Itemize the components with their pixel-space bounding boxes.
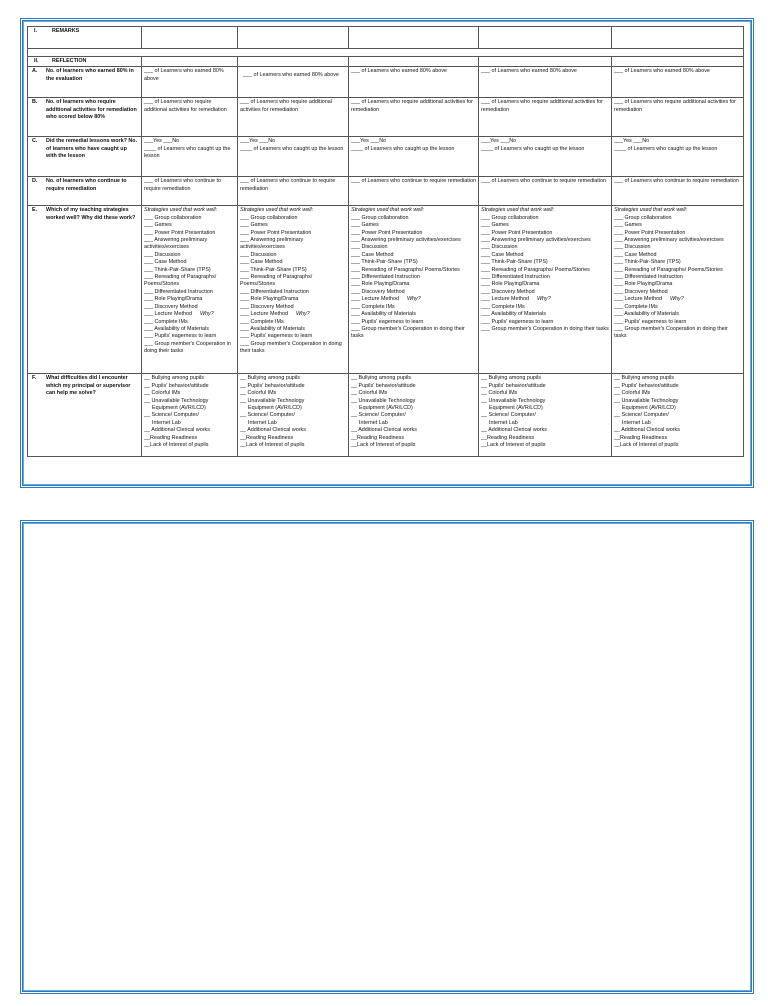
difficulty-item[interactable]: __Reading Readiness	[481, 434, 535, 441]
difficulty-item[interactable]: __ Unavailable Technology	[144, 397, 209, 404]
reason-item[interactable]: ___ Group member's Cooperation in doing their tasks	[481, 325, 609, 332]
strategy-item[interactable]: ___ Discussion	[144, 251, 181, 258]
strategy-item[interactable]: ___ Think-Pair-Share (TPS)	[240, 266, 307, 273]
strategy-item[interactable]: ___ Group collaboration	[614, 214, 672, 221]
remarks-row	[28, 27, 744, 49]
row-a-cell[interactable]: ___ of Learners who earned 80% above	[349, 67, 479, 98]
difficulty-item[interactable]: __ Unavailable Technology	[614, 397, 679, 404]
difficulty-item[interactable]: __ Pupils' behavior/attitude	[481, 382, 546, 389]
difficulty-item: Equipment (AVR/LCD)	[248, 405, 302, 412]
difficulty-item[interactable]: __ Additional Clerical works	[240, 427, 306, 434]
difficulty-item[interactable]: __ Science/ Computer/	[481, 412, 536, 419]
row-f-label: F. What difficulties did I encounter which my principal or supervisor can help me solve?	[28, 374, 142, 457]
difficulty-item: Internet Lab	[152, 419, 181, 426]
strategy-item[interactable]: ___ Role Playing/Drama	[614, 281, 673, 288]
strategy-item[interactable]: ___ Think-Pair-Share (TPS)	[481, 259, 548, 266]
reason-item[interactable]: ___ Pupils' eagerness to learn	[614, 318, 687, 325]
row-c-cell[interactable]: ___Yes ___No ____ of Learners who caught up the lesson	[349, 137, 479, 177]
strategy-item[interactable]: ___ Lecture Method	[351, 296, 399, 303]
strategy-item[interactable]: ___ Rereading of Paragraphs/ Poems/Stories	[351, 266, 460, 273]
strategy-item[interactable]: ___ Power Point Presentation	[240, 229, 312, 236]
difficulty-item[interactable]: __ Science/ Computer/	[614, 412, 669, 419]
difficulty-item[interactable]: __ Unavailable Technology	[351, 397, 416, 404]
difficulty-item[interactable]: __ Bullying among pupils	[481, 375, 541, 382]
row-e-cell[interactable]	[142, 206, 238, 374]
difficulty-item[interactable]: __Lack of Interest of pupils	[614, 442, 679, 449]
difficulty-item[interactable]: __ Pupils' behavior/attitude	[614, 382, 679, 389]
reason-item[interactable]: ___ Complete IMs	[144, 318, 188, 325]
strategy-item[interactable]: ___ Games	[240, 222, 268, 229]
strategy-item[interactable]: ___ Differentiated Instruction	[240, 288, 309, 295]
strategy-item[interactable]: ___ Games	[351, 222, 379, 229]
strategy-item[interactable]: ___ Case Method	[240, 259, 283, 266]
row-d-cell[interactable]: ___ of Learners who continue to require remediation	[349, 177, 479, 206]
dll-table	[27, 26, 744, 457]
strategy-item[interactable]: ___ Group collaboration	[240, 214, 298, 221]
difficulty-item[interactable]: __ Bullying among pupils	[351, 375, 411, 382]
reason-item[interactable]: ___ Availability of Materials	[240, 325, 305, 332]
difficulty-item: Equipment (AVR/LCD)	[152, 405, 206, 412]
row-f-cell[interactable]	[238, 374, 349, 457]
row-c-cell[interactable]: ___Yes ___No ____ of Learners who caught up the lesson	[479, 137, 612, 177]
strategy-item[interactable]: ___ Role Playing/Drama	[351, 281, 410, 288]
difficulty-item[interactable]: __ Science/ Computer/	[144, 412, 199, 419]
difficulty-item[interactable]: __ Science/ Computer/	[351, 412, 406, 419]
strategy-item[interactable]: ___ Lecture Method	[240, 311, 288, 318]
strategies-heading: Strategies used that work well:	[240, 207, 314, 214]
row-c-cell[interactable]: ___Yes ___No ____ of Learners who caught up the lesson	[612, 137, 744, 177]
strategy-item[interactable]: ___ Discovery Method	[144, 303, 198, 310]
strategy-item[interactable]: ___ Lecture Method	[481, 296, 529, 303]
remarks-cell[interactable]	[238, 27, 349, 49]
row-f-cell[interactable]	[349, 374, 479, 457]
row-b-cell[interactable]: ___ of Learners who require additional activities for remediation	[142, 98, 238, 137]
row-a-cell[interactable]: ___ of Learners who earned 80% above	[238, 67, 349, 98]
reason-item[interactable]: ___ Availability of Materials	[351, 311, 416, 318]
row-f-cell[interactable]	[612, 374, 744, 457]
strategies-heading: Strategies used that work well:	[144, 207, 218, 214]
difficulty-item[interactable]: __ Additional Clerical works	[351, 427, 417, 434]
difficulty-item[interactable]: __ Colorful IMs	[614, 390, 651, 397]
strategy-item[interactable]: ___ Differentiated Instruction	[481, 274, 550, 281]
row-c	[28, 137, 744, 177]
difficulty-item[interactable]: __ Additional Clerical works	[614, 427, 680, 434]
strategy-item[interactable]: ___ Games	[481, 222, 509, 229]
difficulty-item[interactable]: __ Bullying among pupils	[614, 375, 674, 382]
row-b-cell[interactable]: ___ of Learners who require additional activities for remediation	[612, 98, 744, 137]
strategy-item[interactable]: ___ Answering preliminary activities/exercises	[144, 237, 208, 251]
reason-item[interactable]: ___ Pupils' eagerness to learn	[144, 333, 217, 340]
difficulty-item[interactable]: __ Pupils' behavior/attitude	[144, 382, 209, 389]
row-d-cell[interactable]: ___ of Learners who continue to require remediation	[479, 177, 612, 206]
row-f	[28, 374, 744, 457]
difficulty-item[interactable]: __ Bullying among pupils	[240, 375, 300, 382]
row-d-cell[interactable]: ___ of Learners who continue to require remediation	[142, 177, 238, 206]
difficulty-item[interactable]: __ Pupils' behavior/attitude	[351, 382, 416, 389]
strategy-item[interactable]: ___ Games	[144, 222, 172, 229]
strategy-item[interactable]: ___ Answering preliminary activities/exercises	[240, 237, 304, 251]
difficulty-item[interactable]: __ Pupils' behavior/attitude	[240, 382, 305, 389]
difficulty-item: Equipment (AVR/LCD)	[359, 405, 413, 412]
why-label: Why?	[669, 296, 684, 303]
remarks-cell[interactable]	[142, 27, 238, 49]
strategy-item[interactable]: ___ Rereading of Paragraphs/ Poems/Stories	[614, 266, 723, 273]
strategy-item[interactable]: ___ Power Point Presentation	[144, 229, 216, 236]
strategy-item[interactable]: ___ Case Method	[481, 251, 524, 258]
difficulty-item[interactable]: __ Colorful IMs	[240, 390, 277, 397]
difficulty-item: Internet Lab	[622, 419, 651, 426]
strategy-item[interactable]: ___ Rereading of Paragraphs/ Poems/Stories	[144, 274, 217, 288]
row-f-cell[interactable]	[479, 374, 612, 457]
strategy-item[interactable]: ___ Discovery Method	[614, 288, 668, 295]
strategy-item[interactable]: ___ Power Point Presentation	[351, 229, 423, 236]
strategy-item[interactable]: ___ Rereading of Paragraphs/ Poems/Stories	[481, 266, 590, 273]
strategy-item[interactable]: ___ Discussion	[614, 244, 651, 251]
remarks-label: I. REMARKS	[28, 27, 142, 49]
difficulty-item[interactable]: __Reading Readiness	[144, 434, 198, 441]
difficulty-item[interactable]: __ Colorful IMs	[481, 390, 518, 397]
strategy-item[interactable]: ___ Differentiated Instruction	[351, 274, 420, 281]
row-a-cell[interactable]: ___ of Learners who earned 80% above	[479, 67, 612, 98]
reason-item[interactable]: ___ Complete IMs	[614, 303, 658, 310]
reflection-label: II. REFLECTION	[28, 57, 142, 67]
difficulty-item[interactable]: __Lack of Interest of pupils	[351, 442, 416, 449]
difficulty-item[interactable]: __ Colorful IMs	[144, 390, 181, 397]
difficulty-item[interactable]: __Reading Readiness	[614, 434, 668, 441]
difficulty-item: Equipment (AVR/LCD)	[489, 405, 543, 412]
strategy-item[interactable]: ___ Answering preliminary activities/exercises	[481, 237, 591, 244]
row-a-label: A. No. of learners who earned 80% in the evaluation	[28, 67, 142, 98]
strategy-item[interactable]: ___ Discovery Method	[240, 303, 294, 310]
difficulty-item[interactable]: __ Additional Clerical works	[481, 427, 547, 434]
difficulty-item[interactable]: __ Science/ Computer/	[240, 412, 295, 419]
strategy-item[interactable]: ___ Role Playing/Drama	[240, 296, 299, 303]
reason-item[interactable]: ___ Complete IMs	[351, 303, 395, 310]
strategy-item[interactable]: ___ Case Method	[144, 259, 187, 266]
remarks-cell[interactable]	[612, 27, 744, 49]
row-e-cell[interactable]	[349, 206, 479, 374]
row-b-label: B. No. of learners who require additional activities for remediation who scored below 80%	[28, 98, 142, 137]
reason-item[interactable]: ___ Availability of Materials	[144, 325, 209, 332]
row-a-cell[interactable]: ___ of Learners who earned 80% above	[612, 67, 744, 98]
reason-item[interactable]: ___ Complete IMs	[481, 303, 525, 310]
strategy-item[interactable]: ___ Think-Pair-Share (TPS)	[614, 259, 681, 266]
strategy-item[interactable]: ___ Answering preliminary activities/exercises	[614, 237, 724, 244]
row-f-cell[interactable]	[142, 374, 238, 457]
row-d	[28, 177, 744, 206]
difficulty-item[interactable]: __ Bullying among pupils	[144, 375, 204, 382]
strategy-item[interactable]: ___ Discovery Method	[481, 288, 535, 295]
strategy-item[interactable]: ___ Power Point Presentation	[614, 229, 686, 236]
strategy-item[interactable]: ___ Power Point Presentation	[481, 229, 553, 236]
difficulty-item[interactable]: __ Unavailable Technology	[481, 397, 546, 404]
reason-item[interactable]: ___ Group member's Cooperation in doing their tasks	[144, 340, 232, 355]
strategies-heading: Strategies used that work well:	[351, 207, 425, 214]
strategy-item[interactable]: ___ Answering preliminary activities/exercises	[351, 237, 461, 244]
row-b	[28, 98, 744, 137]
row-e	[28, 206, 744, 374]
strategy-item[interactable]: ___ Rereading of Paragraphs/ Poems/Stories	[240, 274, 313, 288]
difficulty-item[interactable]: __ Additional Clerical works	[144, 427, 210, 434]
reflection-row	[28, 57, 744, 67]
reason-item[interactable]: ___ Group member's Cooperation in doing their tasks	[614, 325, 728, 340]
difficulty-item[interactable]: __Reading Readiness	[240, 434, 294, 441]
strategy-item[interactable]: ___ Case Method	[614, 251, 657, 258]
strategy-item[interactable]: ___ Games	[614, 222, 642, 229]
reason-item[interactable]: ___ Pupils' eagerness to learn	[481, 318, 554, 325]
difficulty-item[interactable]: __Reading Readiness	[351, 434, 405, 441]
difficulty-item[interactable]: __Lack of Interest of pupils	[481, 442, 546, 449]
row-b-cell[interactable]: ___ of Learners who require additional activities for remediation	[479, 98, 612, 137]
difficulty-item: Internet Lab	[489, 419, 518, 426]
row-a	[28, 67, 744, 98]
difficulty-item: Internet Lab	[248, 419, 277, 426]
strategy-item[interactable]: ___ Group collaboration	[144, 214, 202, 221]
strategies-heading: Strategies used that work well:	[614, 207, 688, 214]
row-c-cell[interactable]: ___Yes ___No ____ of Learners who caught up the lesson	[142, 137, 238, 177]
strategies-heading: Strategies used that work well:	[481, 207, 555, 214]
row-b-cell[interactable]: ___ of Learners who require additional activities for remediation	[238, 98, 349, 137]
difficulty-item[interactable]: __Lack of Interest of pupils	[144, 442, 209, 449]
why-label: Why?	[295, 311, 310, 318]
reason-item[interactable]: ___ Group member's Cooperation in doing their tasks	[240, 340, 342, 355]
row-c-label: C. Did the remedial lessons work? No. of learners who have caught up with the lesson	[28, 137, 142, 177]
page-frame-bottom	[20, 520, 754, 994]
remarks-cell[interactable]	[349, 27, 479, 49]
difficulty-item[interactable]: __ Unavailable Technology	[240, 397, 305, 404]
reason-item[interactable]: ___ Availability of Materials	[614, 311, 679, 318]
difficulty-item: Internet Lab	[359, 419, 388, 426]
remarks-cell[interactable]	[479, 27, 612, 49]
reason-item[interactable]: ___ Complete IMs	[240, 318, 284, 325]
difficulty-item[interactable]: __Lack of Interest of pupils	[240, 442, 305, 449]
row-b-cell[interactable]: ___ of Learners who require additional activities for remediation	[349, 98, 479, 137]
strategy-item[interactable]: ___ Group collaboration	[351, 214, 409, 221]
strategy-item[interactable]: ___ Think-Pair-Share (TPS)	[144, 266, 211, 273]
strategy-item[interactable]: ___ Differentiated Instruction	[614, 274, 683, 281]
strategy-item[interactable]: ___ Case Method	[351, 251, 394, 258]
row-a-cell[interactable]: ___ of Learners who earned 80% above	[142, 67, 238, 98]
row-e-cell[interactable]	[238, 206, 349, 374]
strategy-item[interactable]: ___ Group collaboration	[481, 214, 539, 221]
row-e-cell[interactable]	[612, 206, 744, 374]
why-label: Why?	[536, 296, 551, 303]
strategy-item[interactable]: ___ Role Playing/Drama	[144, 296, 203, 303]
strategy-item[interactable]: ___ Differentiated Instruction	[144, 288, 213, 295]
strategy-item[interactable]: ___ Discussion	[351, 244, 388, 251]
row-c-cell[interactable]: ___Yes ___No ____ of Learners who caught up the lesson	[238, 137, 349, 177]
spacer-row	[28, 49, 744, 57]
strategy-item[interactable]: ___ Discovery Method	[351, 288, 405, 295]
row-d-cell[interactable]: ___ of Learners who continue to require remediation	[238, 177, 349, 206]
difficulty-item: Equipment (AVR/LCD)	[622, 405, 676, 412]
row-e-label: E. Which of my teaching strategies worked well? Why did these work?	[28, 206, 142, 374]
row-d-label: D. No. of learners who continue to require remediation	[28, 177, 142, 206]
why-label: Why?	[199, 311, 214, 318]
reason-item[interactable]: ___ Pupils' eagerness to learn	[240, 333, 313, 340]
row-e-cell[interactable]	[479, 206, 612, 374]
reason-item[interactable]: ___ Availability of Materials	[481, 311, 546, 318]
reason-item[interactable]: ___ Pupils' eagerness to learn	[351, 318, 424, 325]
strategy-item[interactable]: ___ Lecture Method	[614, 296, 662, 303]
why-label: Why?	[406, 296, 421, 303]
strategy-item[interactable]: ___ Lecture Method	[144, 311, 192, 318]
reason-item[interactable]: ___ Group member's Cooperation in doing their tasks	[351, 325, 465, 340]
row-d-cell[interactable]: ___ of Learners who continue to require remediation	[612, 177, 744, 206]
difficulty-item[interactable]: __ Colorful IMs	[351, 390, 388, 397]
strategy-item[interactable]: ___ Think-Pair-Share (TPS)	[351, 259, 418, 266]
strategy-item[interactable]: ___ Discussion	[240, 251, 277, 258]
strategy-item[interactable]: ___ Role Playing/Drama	[481, 281, 540, 288]
strategy-item[interactable]: ___ Discussion	[481, 244, 518, 251]
